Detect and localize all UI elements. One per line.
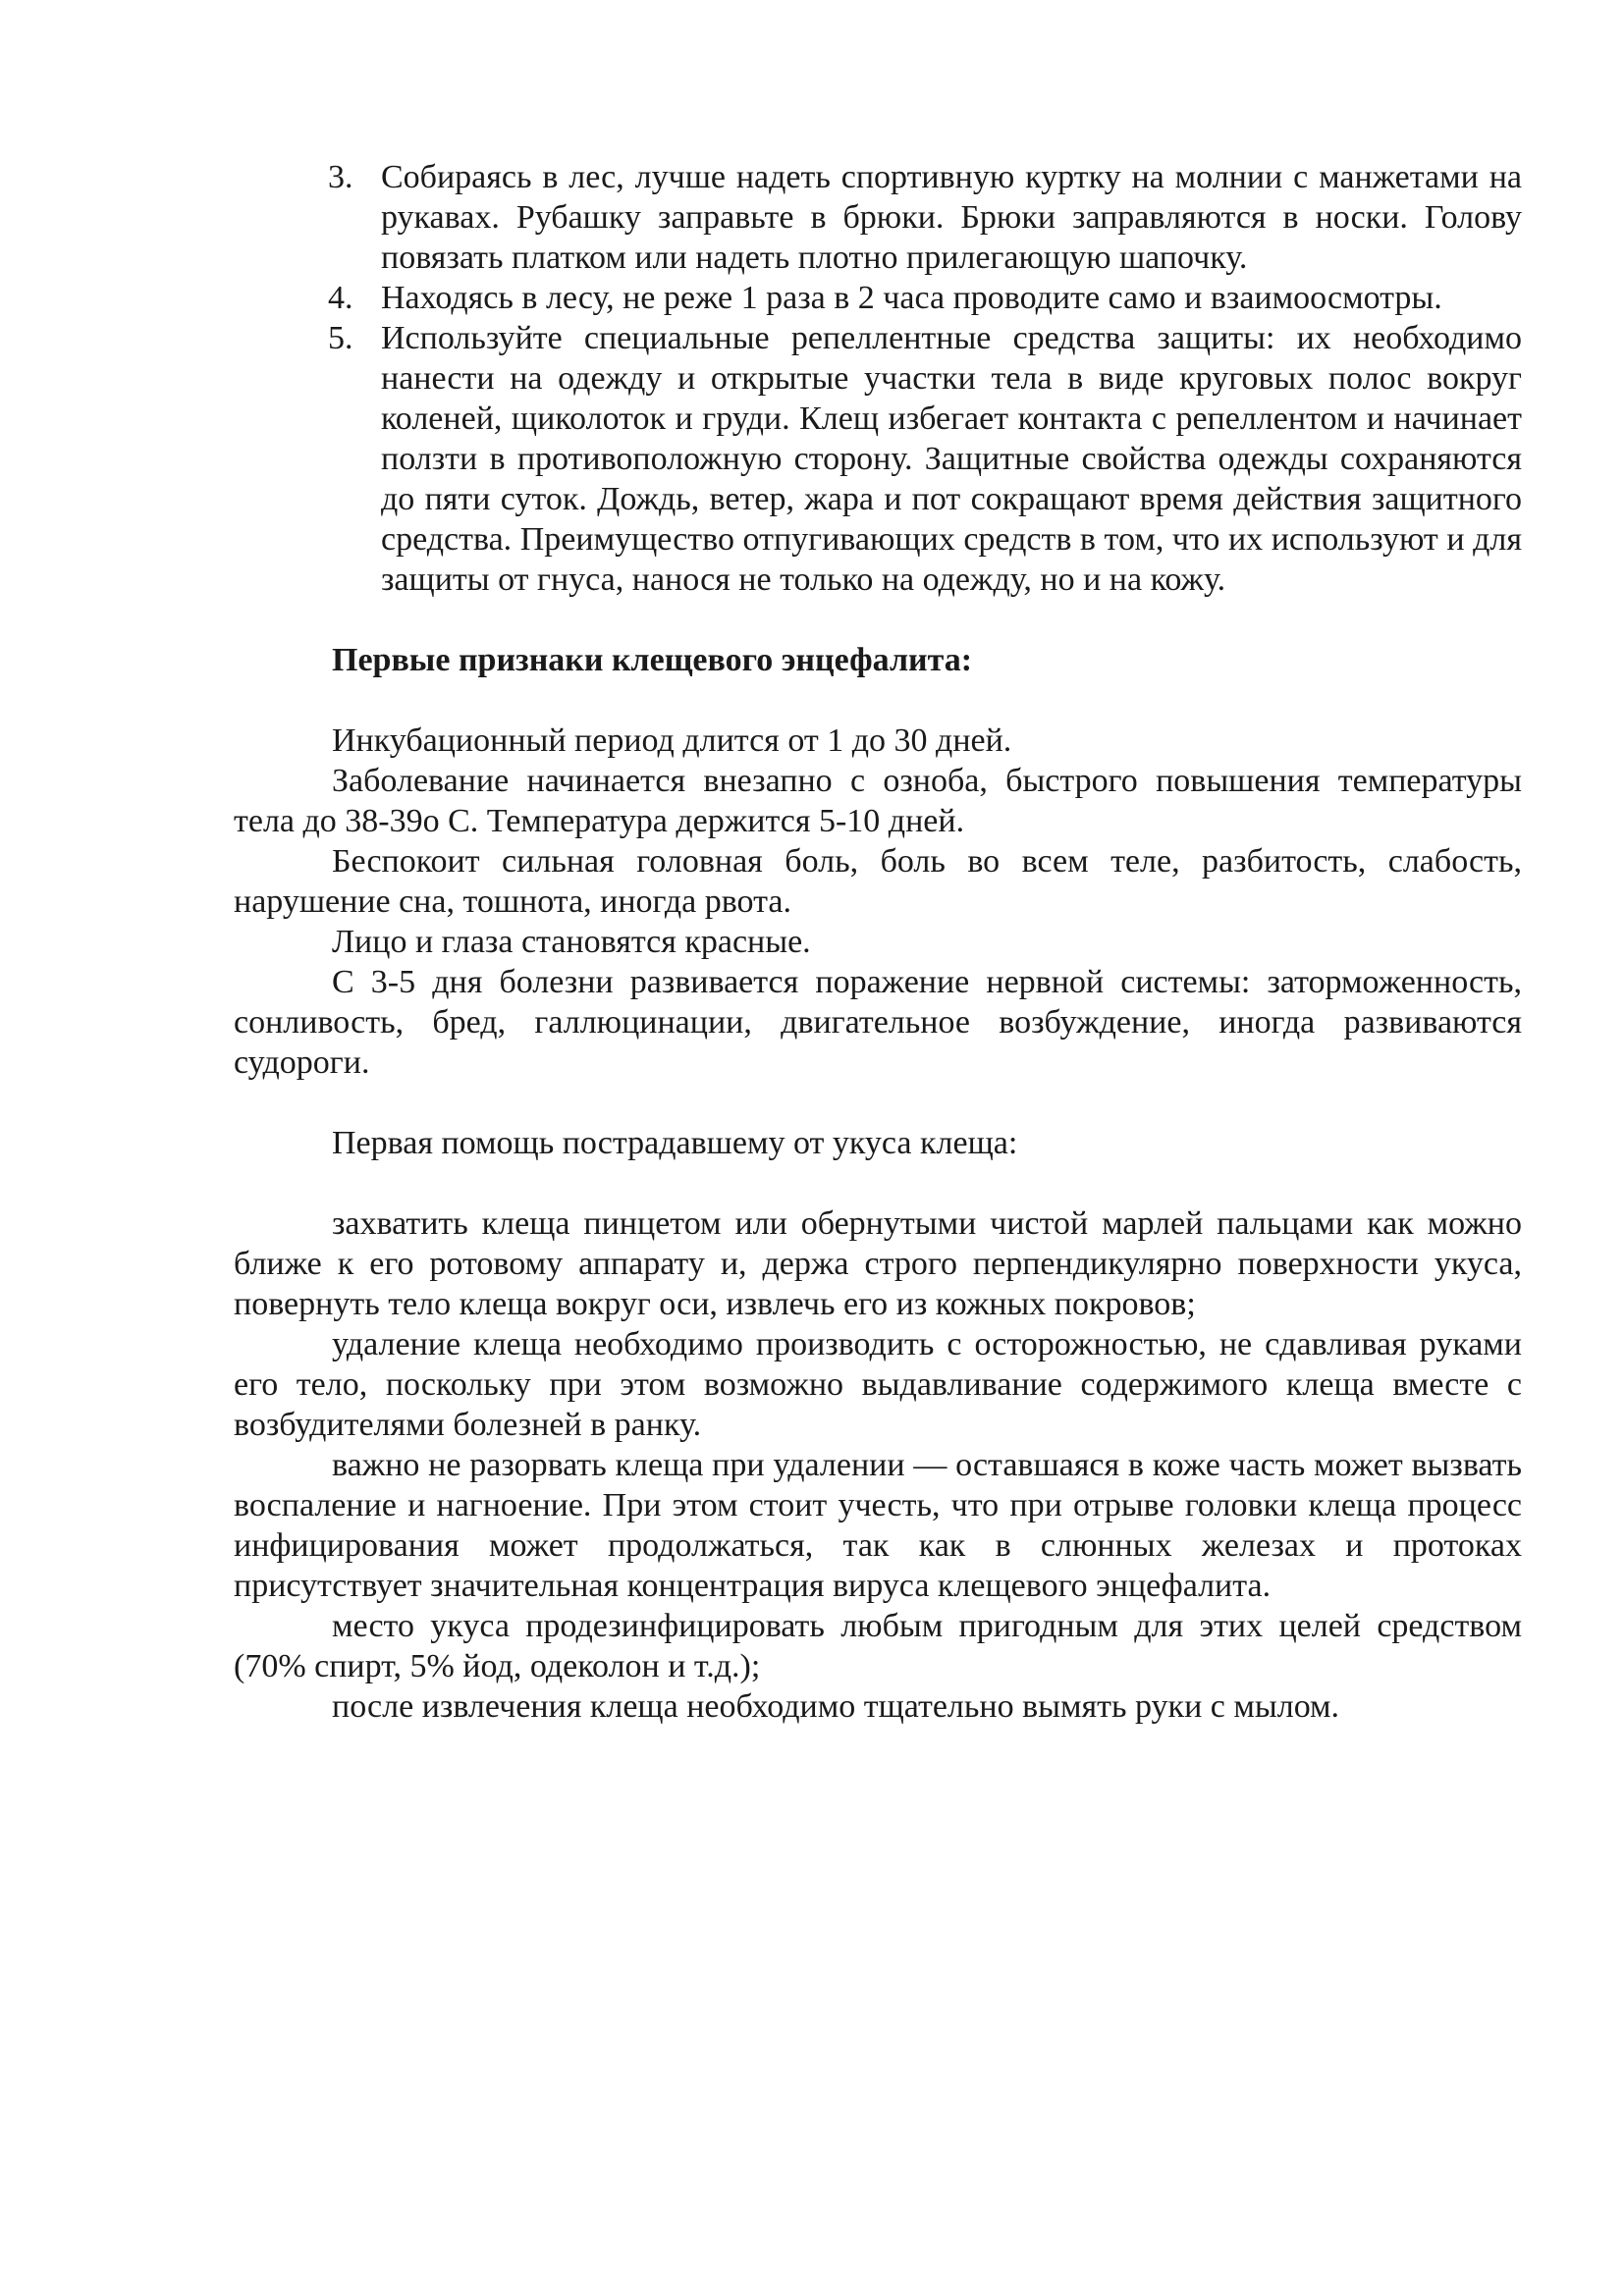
list-item xyxy=(234,318,1522,600)
first-aid-paragraph: захватить клеща пинцетом или обернутыми чистой марлей пальцами как можно ближе к его ротовому аппарату и, держа строго перпендикулярно поверхности укуса, повернуть тело клеща вокруг оси, извлечь его из кожных покровов; xyxy=(234,1205,1522,1322)
document-page xyxy=(234,157,1522,1727)
prevention-list xyxy=(234,157,1522,600)
list-item-number: 3. xyxy=(328,159,353,195)
spacer xyxy=(234,680,1522,721)
spacer xyxy=(234,1163,1522,1203)
spacer xyxy=(234,1083,1522,1123)
list-item-text: Находясь в лесу, не реже 1 раза в 2 часа проводите само и взаимоосмотры. xyxy=(381,280,1442,316)
symptoms-paragraph: Беспокоит сильная головная боль, боль во всем теле, разбитость, слабость, нарушение сна, тошнота, иногда рвота. xyxy=(234,843,1522,920)
symptoms-paragraph: С 3-5 дня болезни развивается поражение нервной системы: заторможенность, сонливость, бред, галлюцинации, двигательное возбуждение, иногда развиваются судороги. xyxy=(234,964,1522,1081)
first-aid-paragraph: после извлечения клеща необходимо тщательно вымять руки с мылом. xyxy=(332,1688,1340,1725)
list-item xyxy=(234,157,1522,278)
first-aid-paragraph: место укуса продезинфицировать любым пригодным для этих целей средством (70% спирт, 5% йод, одеколон и т.д.); xyxy=(234,1608,1522,1684)
list-item-text: Собираясь в лес, лучше надеть спортивную куртку на молнии с манжетами на рукавах. Рубашку заправьте в брюки. Брюки заправляются в носки. Голову повязать платком или надеть плотно прилегающую шапочку. xyxy=(381,159,1522,276)
symptoms-paragraph: Заболевание начинается внезапно с озноба, быстрого повышения температуры тела до 38-39о С. Температура держится 5-10 дней. xyxy=(234,763,1522,839)
symptoms-paragraph: Инкубационный период длится от 1 до 30 дней. xyxy=(332,722,1012,759)
list-item-number: 5. xyxy=(328,320,353,356)
list-item-text: Используйте специальные репеллентные средства защиты: их необходимо нанести на одежду и открытые участки тела в виде круговых полос вокруг коленей, щиколоток и груди. Клещ избегает контакта с репеллентом и начинает ползти в противоположную сторону. Защитные свойства одежды сохраняются до пяти суток. Дождь, ветер, жара и пот сокращают время действия защитного средства. Преимущество отпугивающих средств в том, что их используют и для защиты от гнуса, нанося не только на одежду, но и на кожу. xyxy=(381,320,1522,598)
first-aid-paragraph: важно не разорвать клеща при удалении — оставшаяся в коже часть может вызвать воспаление и нагноение. При этом стоит учесть, что при отрыве головки клеща процесс инфицирования может продолжаться, так как в слюнных железах и протоках присутствует значительная концентрация вируса клещевого энцефалита. xyxy=(234,1447,1522,1604)
list-item-number: 4. xyxy=(328,280,353,316)
symptoms-heading: Первые признаки клещевого энцефалита: xyxy=(332,642,973,678)
first-aid-heading: Первая помощь пострадавшему от укуса клеща: xyxy=(332,1125,1018,1161)
first-aid-paragraph: удаление клеща необходимо производить с осторожностью, не сдавливая руками его тело, поскольку при этом возможно выдавливание содержимого клеща вместе с возбудителями болезней в ранку. xyxy=(234,1326,1522,1443)
symptoms-paragraph: Лицо и глаза становятся красные. xyxy=(332,924,811,960)
list-item xyxy=(234,278,1522,318)
